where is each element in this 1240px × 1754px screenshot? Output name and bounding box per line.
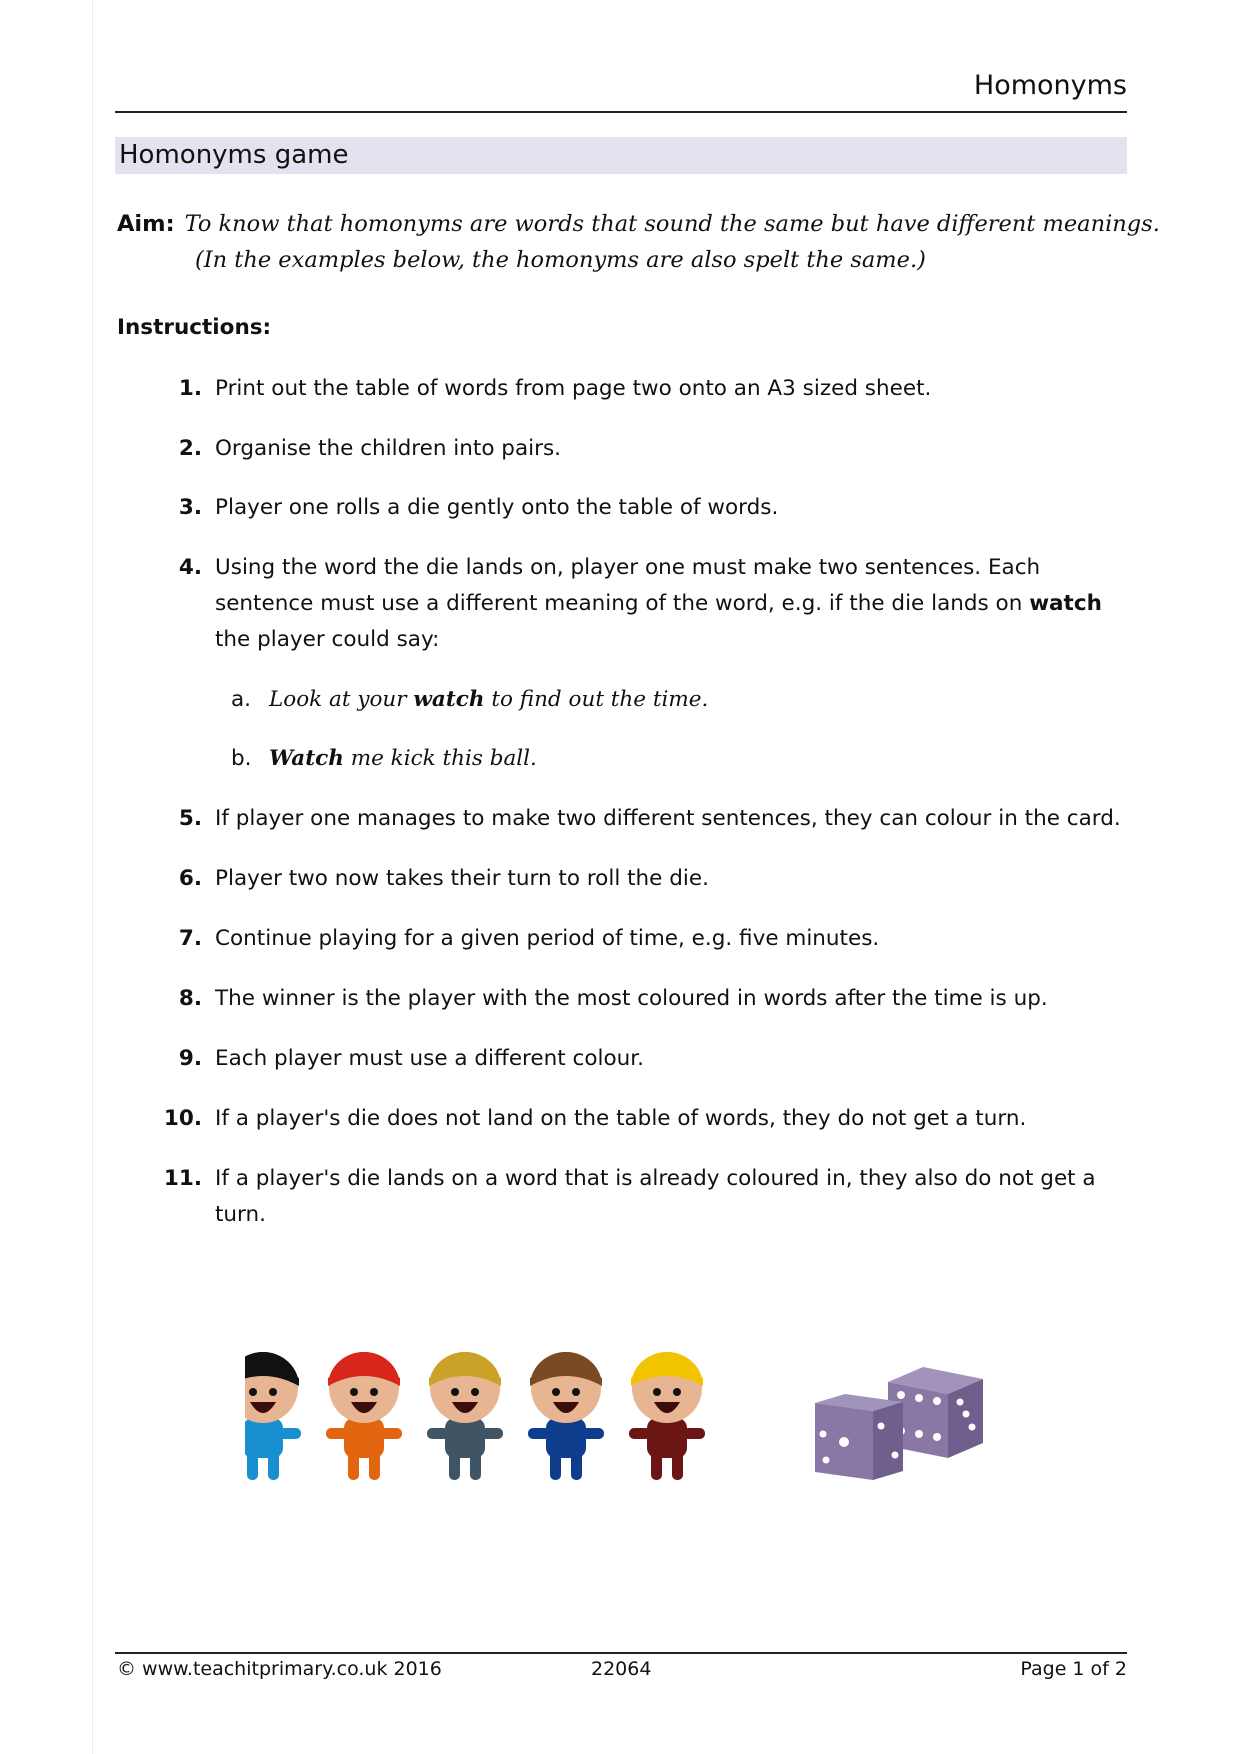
step-text: Organise the children into pairs. — [215, 436, 561, 461]
children-and-dice-illustration — [245, 1330, 1005, 1500]
footer-page-number: Page 1 of 2 — [1020, 1658, 1127, 1680]
aim-label: Aim: — [117, 211, 175, 237]
step-number: 2. — [178, 436, 202, 461]
children-group — [245, 1352, 705, 1480]
step-text: Player two now takes their turn to roll the die. — [215, 866, 709, 891]
step-number: 11. — [163, 1166, 202, 1191]
step-text: Continue playing for a given period of time, e.g. five minutes. — [215, 926, 880, 951]
instruction-step — [162, 981, 1122, 1017]
instruction-step — [162, 861, 1122, 897]
step-text: Print out the table of words from page two onto an A3 sized sheet. — [215, 376, 932, 401]
child-figure-icon — [245, 1352, 301, 1480]
example-text-after: to find out the time. — [491, 687, 709, 712]
instruction-step — [162, 550, 1122, 658]
example-letter: b. — [231, 746, 252, 771]
step-number: 4. — [178, 555, 202, 580]
aim-note: (In the examples below, the homonyms are also spelt the same.) — [195, 247, 926, 273]
step-number: 9. — [178, 1046, 202, 1071]
step-text-before: Using the word the die lands on, player one must make two sentences. Each sentence must use a different meaning of the word, e.g. if the die lands on — [215, 555, 1041, 616]
example-letter: a. — [231, 687, 252, 712]
instruction-step — [162, 1101, 1122, 1137]
instruction-step — [162, 431, 1122, 467]
footer-divider — [115, 1652, 1127, 1654]
section-title: Homonyms game — [115, 137, 1127, 174]
step-text: Player one rolls a die gently onto the table of words. — [215, 495, 779, 520]
dice-icon — [815, 1367, 983, 1480]
example-text-before: Look at your — [269, 687, 407, 712]
step-number: 8. — [178, 986, 202, 1011]
step-number: 3. — [178, 495, 202, 520]
instruction-step — [162, 921, 1122, 957]
footer-resource-code: 22064 — [591, 1658, 652, 1680]
child-figure-icon — [629, 1352, 705, 1480]
step-text-after: the player could say: — [215, 627, 440, 652]
instruction-step — [162, 1161, 1122, 1233]
step-number: 10. — [163, 1106, 202, 1131]
step-text: If a player's die lands on a word that is already coloured in, they also do not get a turn. — [215, 1166, 1096, 1227]
step-text: The winner is the player with the most coloured in words after the time is up. — [215, 986, 1048, 1011]
step-number: 1. — [178, 376, 202, 401]
example-sentence — [231, 741, 537, 777]
page-edge — [92, 0, 93, 1754]
aim-text: To know that homonyms are words that sound the same but have different meanings. — [184, 211, 1160, 237]
child-figure-icon — [427, 1352, 503, 1480]
header-divider — [115, 111, 1127, 113]
step-text: If player one manages to make two different sentences, they can colour in the card. — [215, 806, 1121, 831]
instruction-step — [162, 490, 1122, 526]
example-keyword: Watch — [269, 746, 344, 771]
example-sentence — [231, 682, 708, 718]
page-header-title: Homonyms — [973, 70, 1127, 101]
footer-copyright: © www.teachitprimary.co.uk 2016 — [117, 1658, 442, 1680]
step-text — [215, 550, 1122, 658]
child-figure-icon — [528, 1352, 604, 1480]
instruction-step — [162, 371, 1122, 407]
aim-block — [117, 206, 1160, 278]
step-keyword: watch — [1029, 591, 1102, 616]
step-number: 7. — [178, 926, 202, 951]
instruction-step — [162, 801, 1122, 837]
step-number: 6. — [178, 866, 202, 891]
instructions-heading: Instructions: — [117, 315, 272, 340]
instruction-step — [162, 1041, 1122, 1077]
step-text: If a player's die does not land on the table of words, they do not get a turn. — [215, 1106, 1027, 1131]
step-text: Each player must use a different colour. — [215, 1046, 644, 1071]
child-figure-icon — [326, 1352, 402, 1480]
example-text-after: me kick this ball. — [350, 746, 537, 771]
example-keyword: watch — [413, 687, 485, 712]
step-number: 5. — [178, 806, 202, 831]
